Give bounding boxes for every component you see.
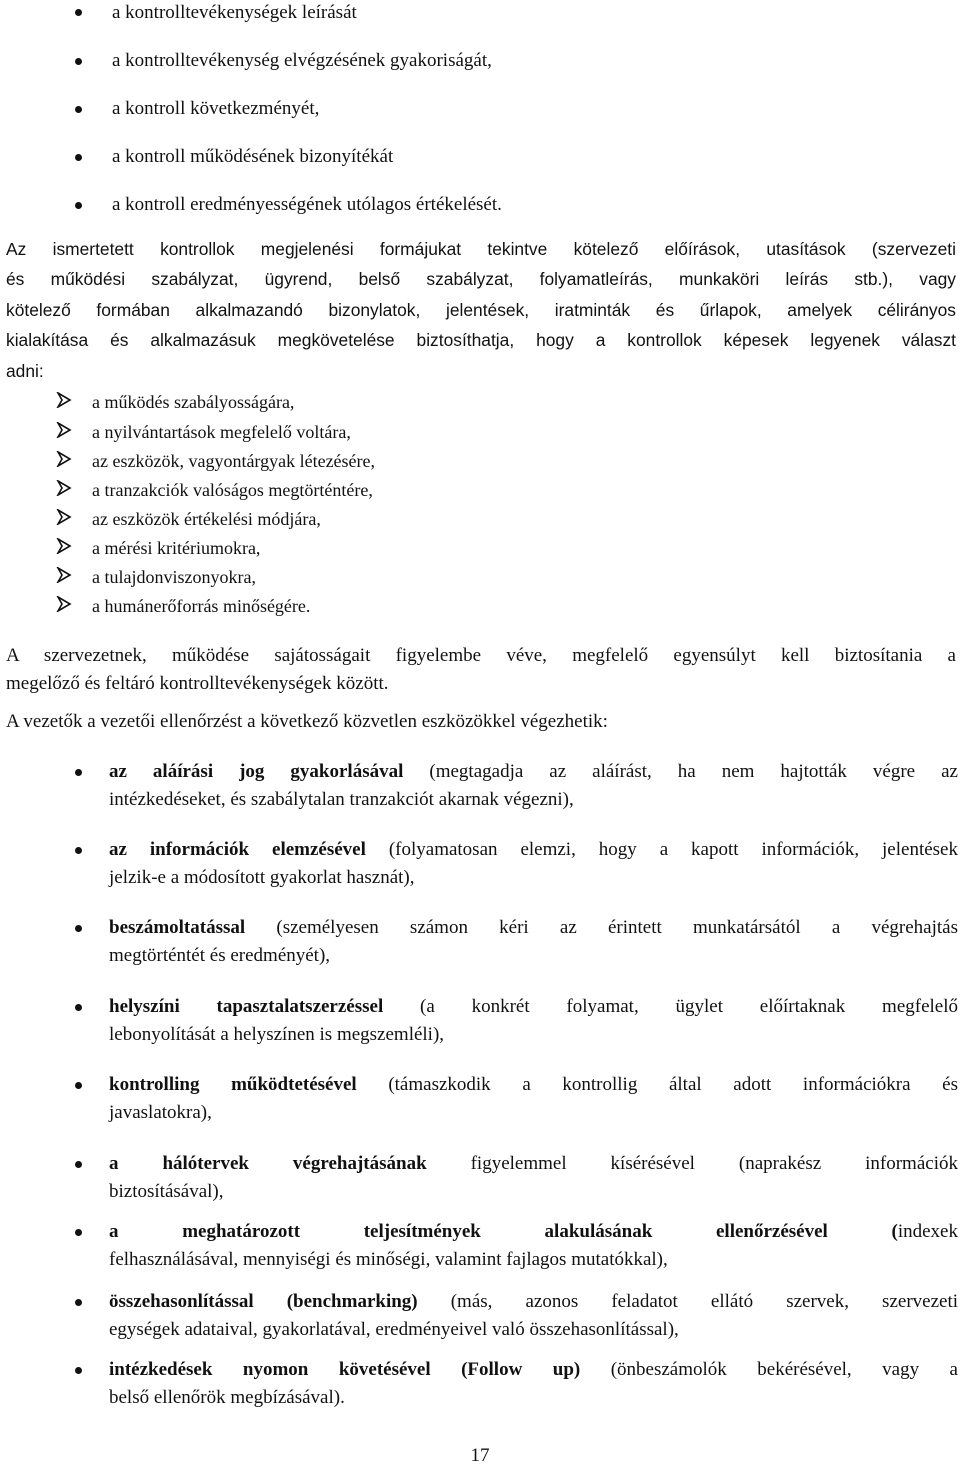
item-text: (folyamatosan elemzi, hogy a kapott információk, jelentések: [365, 839, 958, 860]
paragraph-line: A szervezetnek, működése sajátosságait figyelembe véve, megfelelő egyensúlyt kell biztosítania a: [6, 645, 956, 666]
item-text: (más, azonos feladatot ellátó szervek, szervezeti: [417, 1291, 958, 1312]
bullet-icon: [75, 1229, 82, 1236]
paragraph-line: és működési szabályzat, ügyrend, belső szabályzat, folyamatleírás, munkaköri leírás stb.), vagy: [6, 269, 956, 290]
list-item: [109, 1356, 958, 1412]
list-item: a működés szabályosságára,: [92, 392, 295, 412]
bullet-icon: [75, 847, 82, 854]
item-bold-term: helyszíni tapasztalatszerzéssel: [109, 996, 384, 1017]
bullet-icon: [75, 58, 82, 65]
arrowhead-bullet-icon: [56, 596, 72, 612]
bullet-icon: [75, 1082, 82, 1089]
bullet-icon: [75, 154, 82, 161]
bullet-icon: [75, 1367, 82, 1374]
bullet-icon: [75, 106, 82, 113]
arrowhead-bullet-icon: [56, 567, 72, 583]
bullet-icon: [75, 1161, 82, 1168]
list-item: a tranzakciók valóságos megtörténtére,: [92, 480, 373, 500]
item-text: (személyesen számon kéri az érintett munkatársától a végrehajtás: [245, 917, 958, 938]
arrowhead-bullet-icon: [56, 538, 72, 554]
list-item: [109, 758, 958, 814]
item-text: lebonyolítását a helyszínen is megszemléli),: [109, 1024, 445, 1045]
item-bold-term: a meghatározott teljesítmények alakulásának ellenőrzésével (: [109, 1221, 898, 1242]
item-text: (a konkrét folyamat, ügylet előírtaknak megfelelő: [383, 996, 959, 1017]
list-item: [109, 1218, 958, 1274]
item-text: (önbeszámolók bekérésével, vagy a: [580, 1359, 958, 1380]
item-bold-term: intézkedések nyomon követésével (Follow up): [109, 1359, 581, 1380]
item-text: indexek: [897, 1221, 958, 1242]
item-text: (megtagadja az aláírást, ha nem hajtották végre az: [403, 761, 958, 782]
bullet-icon: [75, 9, 82, 16]
list-item: a kontroll következményét,: [112, 98, 320, 119]
paragraph-controls-forms: [6, 234, 956, 386]
arrowhead-bullet-icon: [56, 480, 72, 496]
item-text: jelzik-e a módosított gyakorlat hasznát),: [109, 867, 415, 888]
item-bold-term: beszámoltatással: [109, 917, 246, 938]
item-text: biztosításával),: [109, 1181, 224, 1202]
item-bold-term: a hálótervek végrehajtásának: [109, 1153, 427, 1174]
list-item: [109, 1071, 958, 1127]
paragraph-balance: [6, 642, 956, 698]
paragraph-line: kialakítása és alkalmazásuk megkövetelése biztosíthatja, hogy a kontrollok képesek legyenek választ: [6, 330, 956, 351]
list-item: [109, 993, 958, 1049]
list-item: [109, 836, 958, 892]
list-item: a tulajdonviszonyokra,: [92, 567, 256, 587]
list-item: a kontroll működésének bizonyítékát: [112, 146, 394, 167]
bullet-icon: [75, 1004, 82, 1011]
paragraph-line: Az ismertetett kontrollok megjelenési formájukat tekintve kötelező előírások, utasítások (szervezeti: [6, 239, 956, 259]
list-item: a nyilvántartások megfelelő voltára,: [92, 422, 351, 442]
paragraph-tools-intro: A vezetők a vezetői ellenőrzést a következő közvetlen eszközökkel végezhetik:: [6, 711, 608, 732]
paragraph-line: adni:: [6, 360, 44, 381]
item-bold-term: összehasonlítással (benchmarking): [109, 1291, 418, 1312]
bullet-icon: [75, 925, 82, 932]
item-text: javaslatokra),: [109, 1102, 212, 1123]
list-item: az eszközök értékelési módjára,: [92, 509, 321, 529]
item-text: (támaszkodik a kontrollig által adott információkra és: [356, 1074, 959, 1095]
list-item: a mérési kritériumokra,: [92, 538, 261, 558]
arrowhead-bullet-icon: [56, 509, 72, 525]
item-text: figyelemmel kísérésével (naprakész információk: [426, 1153, 958, 1174]
item-text: egységek adataival, gyakorlatával, eredményeivel való összehasonlítással),: [109, 1319, 679, 1340]
list-item: [109, 1150, 958, 1206]
item-text: intézkedéseket, és szabálytalan tranzakciót akarnak végezni),: [109, 789, 574, 810]
arrowhead-bullet-icon: [56, 422, 72, 438]
item-bold-term: kontrolling működtetésével: [109, 1074, 357, 1095]
bullet-icon: [75, 769, 82, 776]
item-bold-term: az információk elemzésével: [109, 839, 366, 860]
item-text: felhasználásával, mennyiségi és minőségi, valamint fajlagos mutatókkal),: [109, 1249, 668, 1270]
paragraph-line: kötelező formában alkalmazandó bizonylatok, jelentések, iratminták és űrlapok, amelyek célirányos: [6, 299, 956, 320]
arrowhead-bullet-icon: [56, 451, 72, 467]
bullet-icon: [75, 202, 82, 209]
list-item: a kontrolltevékenységek leírását: [112, 2, 357, 23]
item-bold-term: az aláírási jog gyakorlásával: [109, 761, 404, 782]
list-item: [109, 1288, 958, 1344]
paragraph-line: megelőző és feltáró kontrolltevékenységek között.: [6, 673, 389, 694]
bullet-icon: [75, 1299, 82, 1306]
list-item: a humánerőforrás minőségére.: [92, 596, 311, 616]
list-item: az eszközök, vagyontárgyak létezésére,: [92, 451, 376, 471]
list-item: [109, 914, 958, 970]
list-item: a kontroll eredményességének utólagos értékelését.: [112, 194, 502, 215]
item-text: megtörténtét és eredményét),: [109, 945, 331, 966]
arrowhead-bullet-icon: [56, 392, 72, 408]
item-text: belső ellenőrök megbízásával).: [109, 1387, 345, 1408]
list-item: a kontrolltevékenység elvégzésének gyakoriságát,: [112, 50, 492, 71]
page-number: 17: [470, 1445, 490, 1466]
